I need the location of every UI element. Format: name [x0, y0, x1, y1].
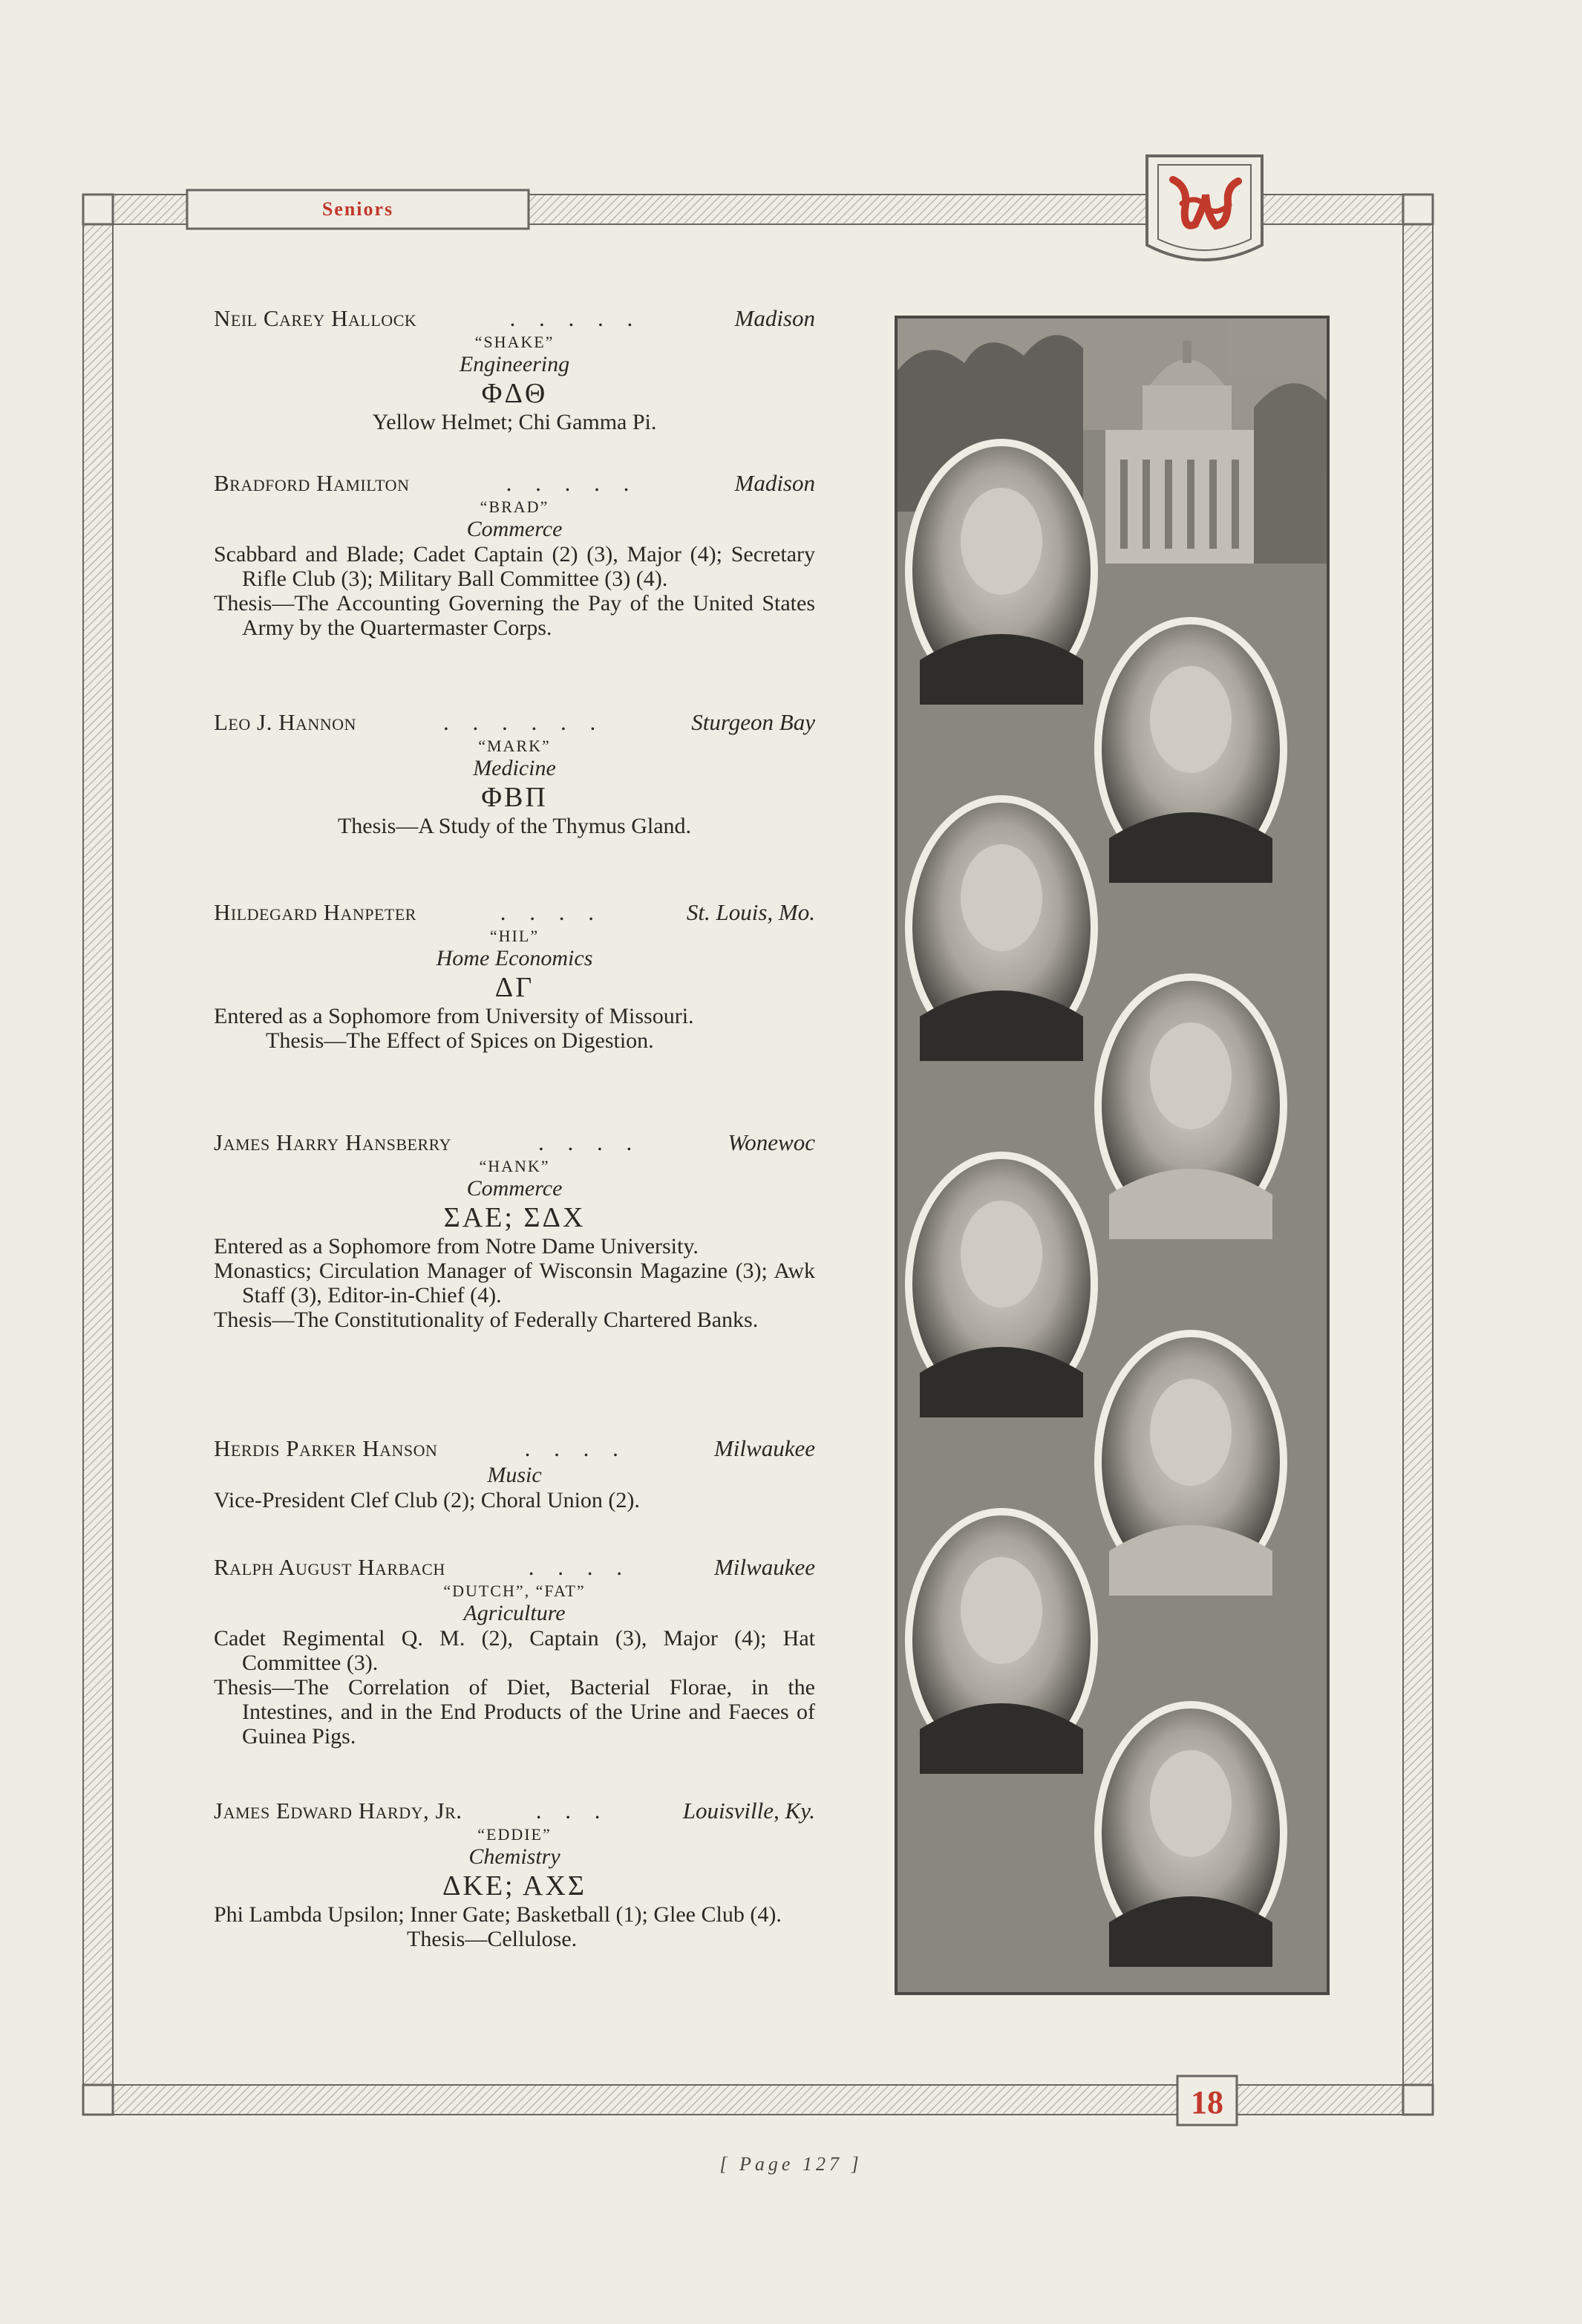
leader-dots: . . . .: [538, 1129, 641, 1155]
nickname: “SHAKE”: [474, 333, 555, 351]
student-name: James Edward Hardy, Jr.: [214, 1798, 462, 1824]
portrait-3: [905, 795, 1098, 1061]
nickname: “DUTCH”, “FAT”: [443, 1582, 586, 1600]
activities: Monastics; Circulation Manager of Wisconsin Magazine (3); Awk Staff (3), Editor-in-Chief (4).: [214, 1259, 815, 1308]
hometown: Milwaukee: [713, 1554, 815, 1580]
student-name: Leo J. Hannon: [214, 709, 356, 735]
activities: Yellow Helmet; Chi Gamma Pi.: [372, 410, 657, 434]
activities: Phi Lambda Upsilon; Inner Gate; Basketball (1); Glee Club (4).: [214, 1902, 782, 1927]
thesis: Thesis—A Study of the Thymus Gland.: [337, 814, 692, 838]
hometown: Madison: [734, 470, 815, 496]
portrait-6: [1094, 1330, 1287, 1596]
portrait-collage: [898, 319, 1327, 1992]
activities: Entered as a Sophomore from Notre Dame University.: [214, 1234, 699, 1259]
thesis: Thesis—The Accounting Governing the Pay of the United States Army by the Quartermaster Corps.: [214, 591, 815, 640]
portrait-2: [1094, 617, 1287, 883]
activities: Cadet Regimental Q. M. (2), Captain (3), Major (4); Hat Committee (3).: [214, 1626, 815, 1675]
portrait-1: [905, 439, 1098, 705]
course: Commerce: [466, 517, 563, 541]
thesis: Thesis—The Constitutionality of Federally Chartered Banks.: [214, 1308, 759, 1332]
section-label: Seniors: [321, 198, 394, 220]
list-item: [214, 898, 815, 1129]
fraternity: ΔΚΕ; ΑΧΣ: [442, 1870, 587, 1902]
activities: Entered as a Sophomore from University of Missouri.: [214, 1004, 694, 1028]
portrait-8: [1094, 1701, 1287, 1967]
hometown: Wonewoc: [728, 1129, 815, 1155]
list-item: [214, 304, 815, 469]
student-name: Neil Carey Hallock: [214, 305, 417, 331]
list-item: [214, 708, 815, 898]
list-item: [214, 1129, 815, 1434]
nickname: “MARK”: [478, 737, 551, 755]
portrait-7: [905, 1508, 1098, 1774]
crest-logo-icon: [1167, 172, 1244, 238]
student-name: Hildegard Hanpeter: [214, 899, 416, 925]
thesis: Thesis—The Correlation of Diet, Bacterial Florae, in the Intestines, and in the End Products of the Urine and Faeces of Guinea Pigs.: [214, 1675, 815, 1749]
list-item: [214, 469, 815, 708]
portrait-4: [1094, 973, 1287, 1239]
list-item: [214, 1553, 815, 1797]
course: Chemistry: [468, 1844, 560, 1869]
student-name: Bradford Hamilton: [214, 470, 410, 496]
list-item: [214, 1434, 815, 1553]
thesis: Thesis—Cellulose.: [407, 1927, 578, 1951]
course: Home Economics: [436, 946, 593, 970]
course: Engineering: [459, 352, 570, 376]
student-name: James Harry Hansberry: [214, 1129, 452, 1155]
hometown: Louisville, Ky.: [682, 1798, 815, 1824]
leader-dots: . . . . .: [506, 470, 638, 496]
course: Agriculture: [463, 1601, 566, 1625]
student-name: Herdis Parker Hanson: [214, 1435, 438, 1461]
portrait-5: [905, 1152, 1098, 1417]
leader-dots: . . . .: [528, 1554, 631, 1580]
nickname: “HANK”: [479, 1157, 550, 1175]
hometown: St. Louis, Mo.: [686, 899, 815, 925]
nickname: “EDDIE”: [477, 1825, 552, 1844]
activities: Vice-President Clef Club (2); Choral Union (2).: [214, 1488, 640, 1512]
leader-dots: . . .: [535, 1798, 609, 1824]
nickname: “HIL”: [489, 927, 540, 945]
course: Commerce: [466, 1176, 563, 1201]
student-name: Ralph August Harbach: [214, 1554, 445, 1580]
photo-strip: [895, 316, 1330, 1995]
fraternity: ΔΓ: [494, 972, 535, 1003]
course: Medicine: [473, 756, 556, 780]
thesis: Thesis—The Effect of Spices on Digestion.: [266, 1028, 654, 1053]
fraternity: ΦΔΘ: [481, 378, 548, 409]
list-item: [214, 1797, 815, 1990]
leader-dots: . . . . . .: [442, 709, 605, 735]
hometown: Madison: [734, 305, 815, 331]
fraternity: ΦΒΠ: [481, 782, 548, 813]
leader-dots: . . . .: [524, 1435, 627, 1461]
page-number: [ Page 127 ]: [719, 2153, 863, 2175]
hometown: Milwaukee: [713, 1435, 815, 1461]
course: Music: [487, 1463, 542, 1487]
nickname: “BRAD”: [480, 497, 549, 516]
fraternity: ΣΑΕ; ΣΔΧ: [443, 1202, 586, 1233]
hometown: Sturgeon Bay: [691, 709, 815, 735]
leader-dots: . . . . .: [509, 305, 642, 331]
page-badge: 18: [1191, 2083, 1223, 2121]
activities: Scabbard and Blade; Cadet Captain (2) (3), Major (4); Secretary Rifle Club (3); Military Ball Committee (3) (4).: [214, 542, 815, 591]
senior-list: [214, 304, 815, 1990]
leader-dots: . . . .: [500, 899, 604, 925]
